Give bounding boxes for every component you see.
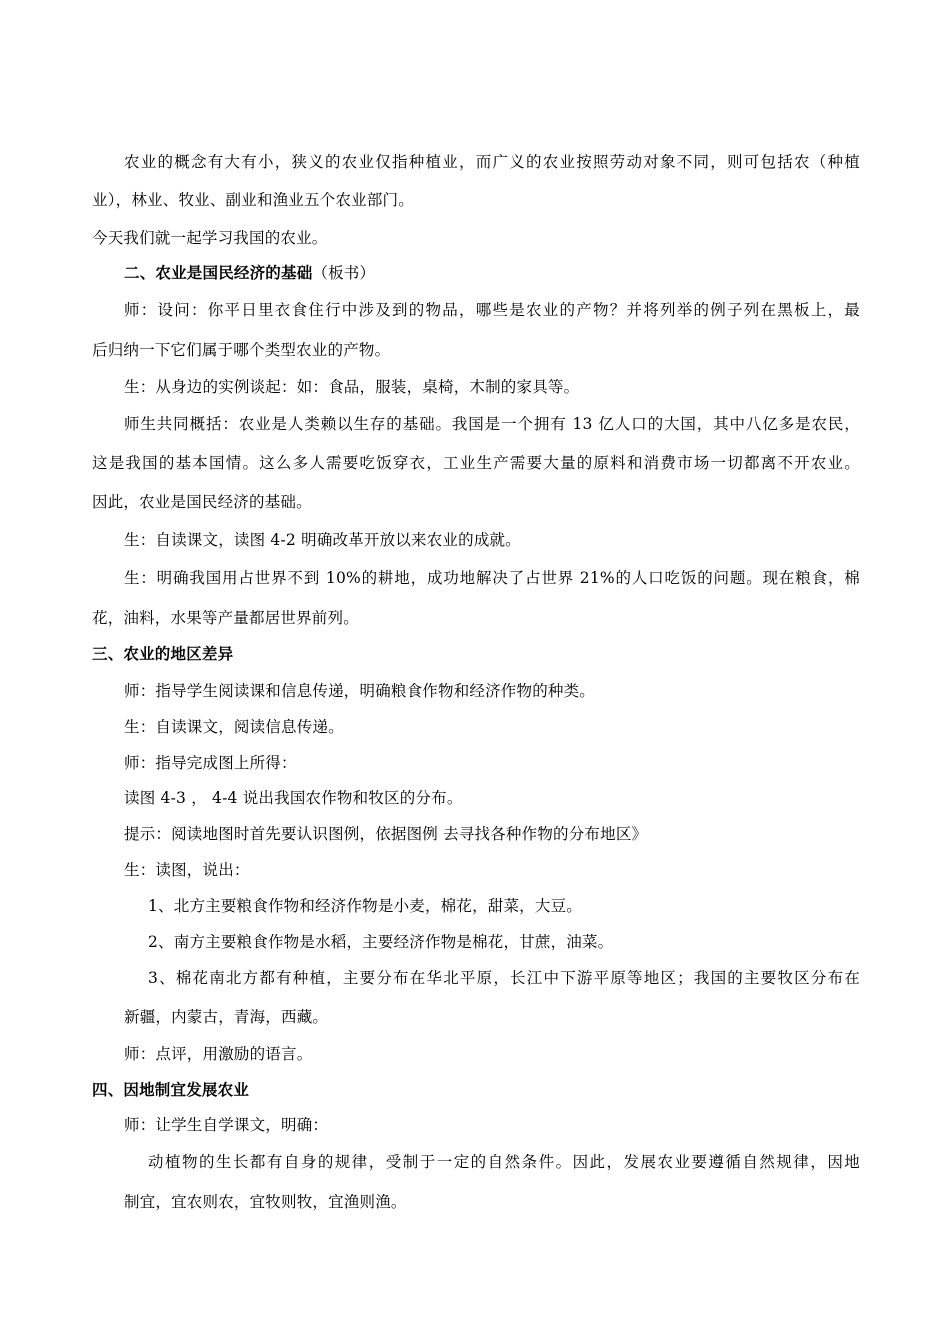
list-item: 1、北方主要粮食作物和经济作物是小麦，棉花，甜菜，大豆。 <box>148 897 582 915</box>
paragraph-line: 师：让学生自学课文，明确： <box>124 1116 329 1134</box>
paragraph-line: 生：明确我国用占世界不到 10%的耕地，成功地解决了占世界 21%的人口吃饭的问题。现在粮食，棉 <box>124 569 860 587</box>
paragraph-line: 这是我国的基本国情。这么多人需要吃饭穿衣，工业生产需要大量的原料和消费市场一切都离不开农业。 <box>92 454 860 472</box>
section-heading-note: （板书） <box>312 264 376 282</box>
list-item: 3、棉花南北方都有种植，主要分布在华北平原，长江中下游平原等地区；我国的主要牧区分布在 <box>148 969 860 987</box>
paragraph-line: 后归纳一下它们属于哪个类型农业的产物。 <box>92 341 391 359</box>
paragraph-line: 师：点评，用激励的语言。 <box>124 1045 313 1063</box>
section-heading <box>124 263 375 283</box>
paragraph-line: 师：设问：你平日里衣食住行中涉及到的物品，哪些是农业的产物？并将列举的例子列在黑板上，最 <box>124 301 860 319</box>
paragraph-line: 师：指导学生阅读课和信息传递，明确粮食作物和经济作物的种类。 <box>124 682 596 700</box>
section-heading: 四、因地制宜发展农业 <box>92 1080 250 1099</box>
paragraph-line: 师：指导完成图上所得： <box>124 754 297 772</box>
paragraph-line: 因此，农业是国民经济的基础。 <box>92 493 312 511</box>
paragraph-line: 农业的概念有大有小，狭义的农业仅指种植业，而广义的农业按照劳动对象不同，则可包括农（种植 <box>124 153 860 171</box>
list-item: 2、南方主要粮食作物是水稻，主要经济作物是棉花，甘蔗，油菜。 <box>148 933 614 951</box>
list-item-continuation: 新疆，内蒙古，青海，西藏。 <box>124 1008 329 1026</box>
paragraph-line: 动植物的生长都有自身的规律，受制于一定的自然条件。因此，发展农业要遵循自然规律，因地 <box>148 1153 860 1171</box>
paragraph-line: 制宜，宜农则农，宜牧则牧，宜渔则渔。 <box>124 1193 407 1211</box>
paragraph-line: 生：从身边的实例谈起：如：食品，服装，桌椅，木制的家具等。 <box>124 378 580 396</box>
paragraph-line: 生：读图，说出： <box>124 861 250 879</box>
paragraph-line: 今天我们就一起学习我国的农业。 <box>92 229 328 247</box>
paragraph-line: 业），林业、牧业、副业和渔业五个农业部门。 <box>92 191 414 209</box>
paragraph-line: 读图 4-3 ， 4-4 说出我国农作物和牧区的分布。 <box>124 789 463 807</box>
paragraph-line: 提示：阅读地图时首先要认识图例，依据图例 去寻找各种作物的分布地区》 <box>124 825 648 843</box>
paragraph-line: 生：自读课文，阅读信息传递。 <box>124 718 344 736</box>
section-heading-text: 二、农业是国民经济的基础 <box>124 263 313 282</box>
paragraph-line: 花，油料，水果等产量都居世界前列。 <box>92 609 359 627</box>
paragraph-line: 师生共同概括：农业是人类赖以生存的基础。我国是一个拥有 13 亿人口的大国，其中八亿多是农民， <box>124 415 860 433</box>
section-heading: 三、农业的地区差异 <box>92 644 234 663</box>
paragraph-line: 生：自读课文，读图 4-2 明确改革开放以来农业的成就。 <box>124 531 521 549</box>
